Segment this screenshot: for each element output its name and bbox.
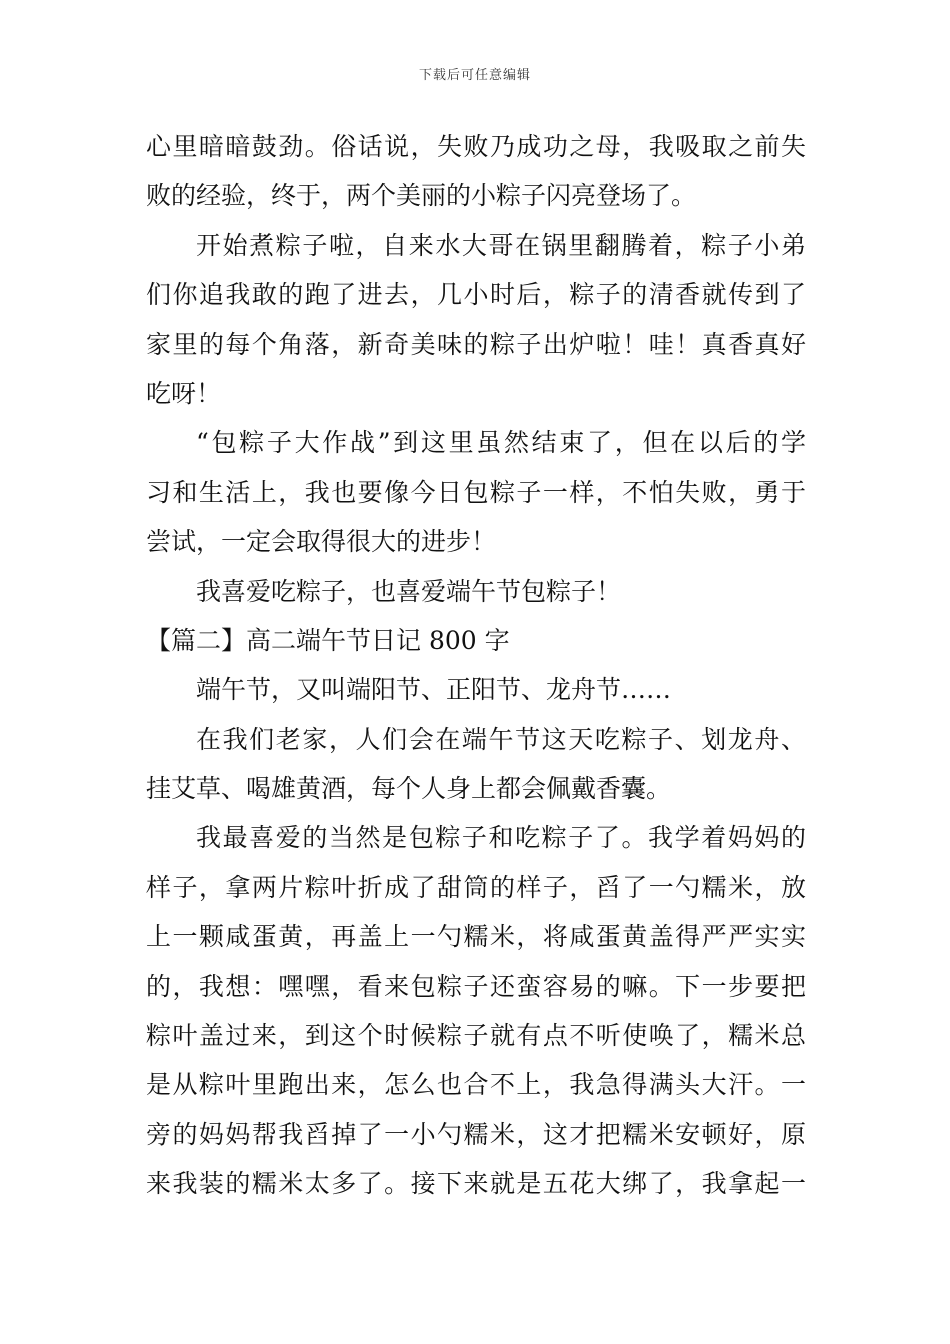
text-line: 的，我想：嘿嘿，看来包粽子还蛮容易的嘛。下一步要把 (146, 971, 806, 1001)
text-line: “包粽子大作战”到这里虽然结束了，但在以后的学 (196, 428, 806, 458)
text-line: 端午节，又叫端阳节、正阳节、龙舟节…… (196, 675, 672, 705)
text-line: 旁的妈妈帮我舀掉了一小勺糯米，这才把糯米安顿好，原 (146, 1119, 806, 1149)
text-line: 家里的每个角落，新奇美味的粽子出炉啦！哇！真香真好 (146, 329, 806, 359)
page-header-note: 下载后可任意编辑 (418, 68, 531, 83)
text-line: 心里暗暗鼓劲。俗话说，失败乃成功之母，我吸取之前失 (146, 132, 806, 161)
text-line: 尝试，一定会取得很大的进步！ (146, 527, 497, 557)
section-heading: 【篇二】高二端午节日记 800 字 (146, 625, 510, 655)
text-line: 来我装的糯米太多了。接下来就是五花大绑了，我拿起一 (146, 1169, 806, 1199)
text-line: 败的经验，终于，两个美丽的小粽子闪亮登场了。 (146, 181, 697, 211)
text-line: 粽叶盖过来，到这个时候粽子就有点不听使唤了，糯米总 (146, 1021, 806, 1051)
text-line: 吃呀！ (146, 378, 222, 408)
text-line: 我喜爱吃粽子，也喜爱端午节包粽子！ (196, 576, 622, 606)
text-line: 习和生活上，我也要像今日包粽子一样，不怕失败，勇于 (146, 477, 806, 507)
text-line: 开始煮粽子啦，自来水大哥在锅里翻腾着，粽子小弟 (196, 230, 806, 260)
text-line: 挂艾草、喝雄黄酒，每个人身上都会佩戴香囊。 (146, 774, 672, 804)
text-line: 是从粽叶里跑出来，怎么也合不上，我急得满头大汗。一 (146, 1070, 806, 1100)
document-body (146, 122, 806, 1209)
text-line: 我最喜爱的当然是包粽子和吃粽子了。我学着妈妈的 (196, 823, 806, 853)
text-line: 们你追我敢的跑了进去，几小时后，粽子的清香就传到了 (146, 280, 806, 310)
text-line: 在我们老家，人们会在端午节这天吃粽子、划龙舟、 (196, 724, 806, 754)
text-line: 样子，拿两片粽叶折成了甜筒的样子，舀了一勺糯米，放 (146, 872, 806, 902)
text-line: 上一颗咸蛋黄，再盖上一勺糯米，将咸蛋黄盖得严严实实 (146, 922, 806, 952)
